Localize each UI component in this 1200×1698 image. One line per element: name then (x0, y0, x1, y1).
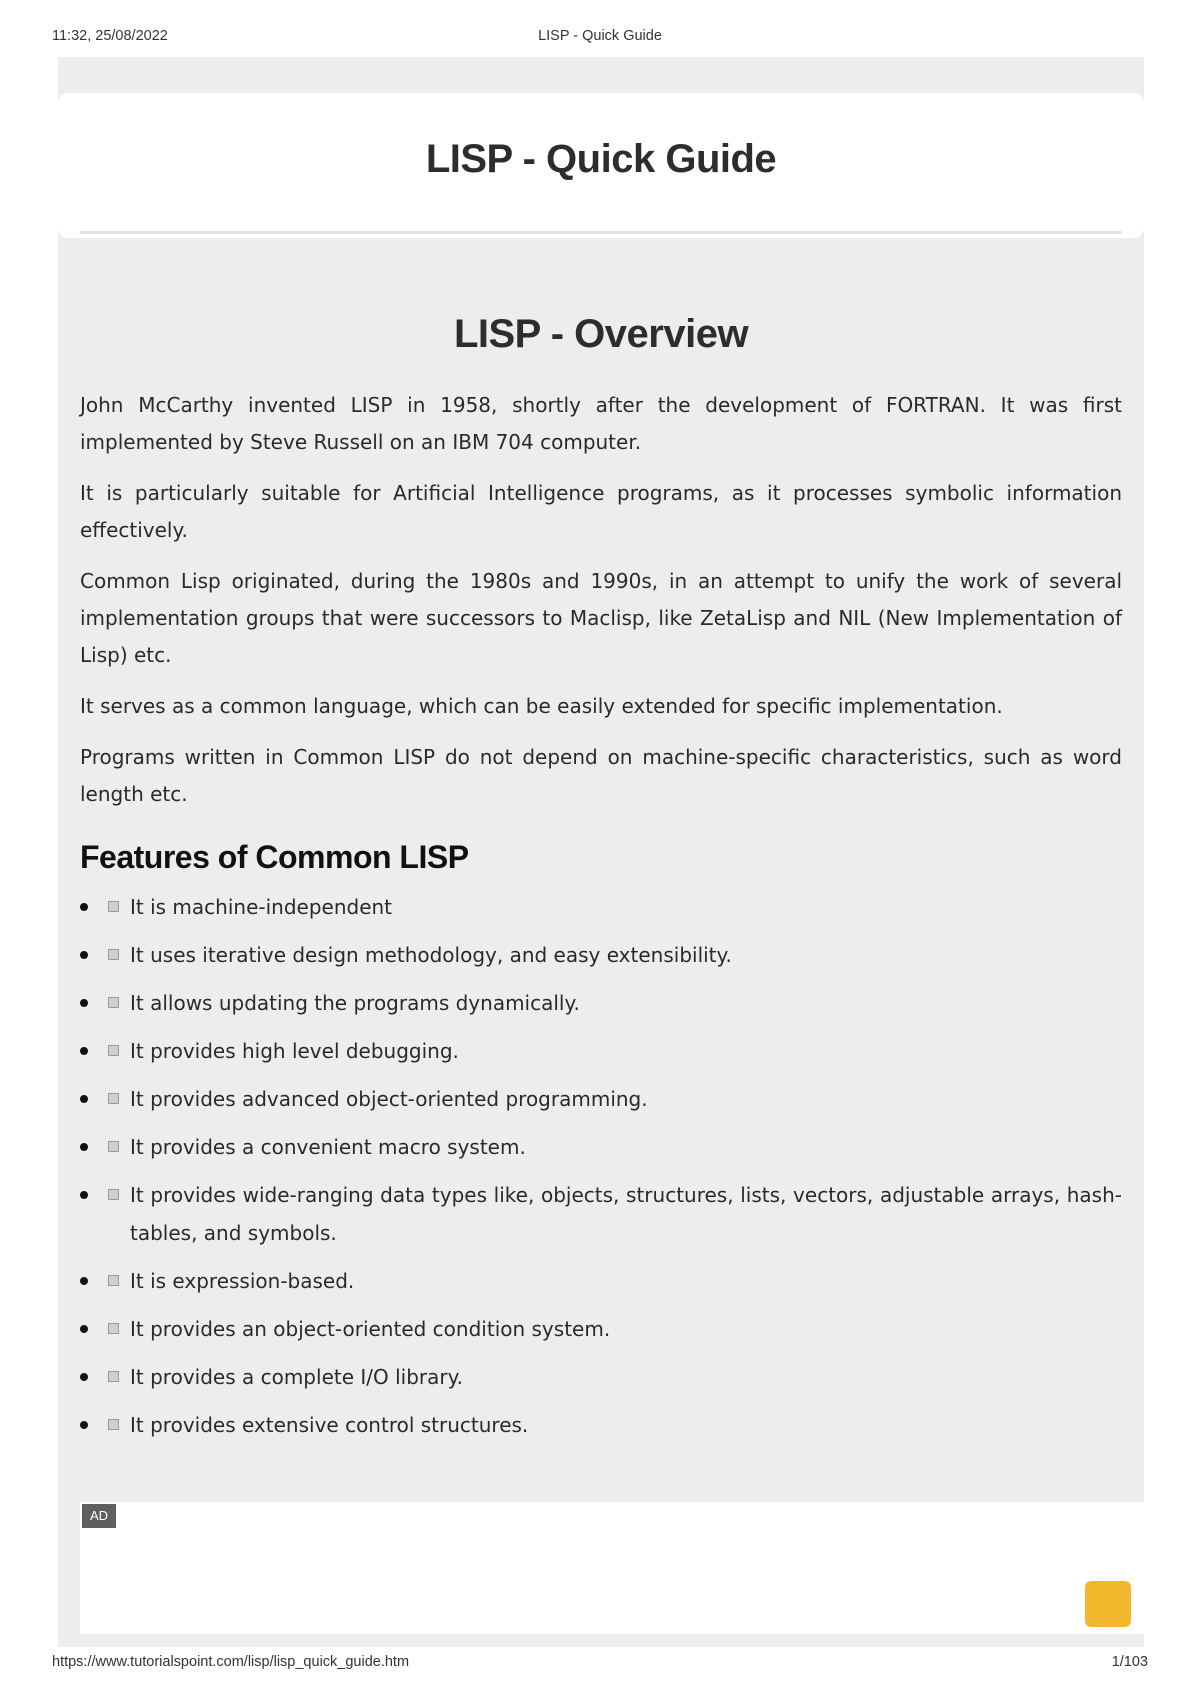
bullet-icon (80, 1047, 88, 1055)
ad-action-button[interactable] (1085, 1581, 1131, 1627)
feature-text: It provides a complete I/O library. (130, 1365, 463, 1389)
list-item (80, 1358, 1122, 1396)
square-bullet-icon (108, 1323, 119, 1334)
feature-text: It is machine-independent (130, 895, 393, 919)
print-doc-title: LISP - Quick Guide (538, 28, 662, 44)
list-item (80, 888, 1122, 926)
page-url[interactable]: https://www.tutorialspoint.com/lisp/lisp_quick_guide.htm (52, 1654, 410, 1670)
square-bullet-icon (108, 1371, 119, 1382)
feature-text: It provides advanced object-oriented programming. (130, 1087, 648, 1111)
main-content (80, 300, 1122, 1454)
feature-text: It provides wide-ranging data types like, objects, structures, lists, vectors, adjustable arrays, hash-tables, and symbols. (130, 1183, 1122, 1245)
page-title: LISP - Quick Guide (425, 137, 777, 181)
ad-container[interactable] (80, 1502, 1144, 1634)
overview-paragraph: Programs written in Common LISP do not depend on machine-specific characteristics, such as word length etc. (80, 745, 1122, 806)
square-bullet-icon (108, 1093, 119, 1104)
feature-text: It allows updating the programs dynamically. (130, 991, 580, 1015)
bullet-icon (80, 1325, 88, 1333)
list-item (80, 984, 1122, 1022)
bullet-icon (80, 1373, 88, 1381)
square-bullet-icon (108, 1419, 119, 1430)
overview-paragraph: It is particularly suitable for Artificial Intelligence programs, as it processes symbolic information effectively. (80, 481, 1122, 542)
features-heading: Features of Common LISP (80, 839, 469, 875)
square-bullet-icon (108, 1189, 119, 1200)
feature-text: It provides extensive control structures. (130, 1413, 529, 1437)
square-bullet-icon (108, 1045, 119, 1056)
list-item (80, 1262, 1122, 1300)
list-item (80, 1406, 1122, 1444)
print-datetime: 11:32, 25/08/2022 (52, 28, 168, 44)
overview-paragraph: Common Lisp originated, during the 1980s and 1990s, in an attempt to unify the work of several implementation groups that were successors to Maclisp, like ZetaLisp and NIL (New Implementation of Lisp) etc. (80, 569, 1122, 667)
features-list (80, 888, 1122, 1444)
overview-paragraph: It serves as a common language, which can be easily extended for specific implementation. (80, 694, 1003, 718)
title-divider (80, 231, 1122, 234)
bullet-icon (80, 951, 88, 959)
feature-text: It is expression-based. (130, 1269, 355, 1293)
overview-heading: LISP - Overview (453, 312, 749, 356)
list-item (80, 1080, 1122, 1118)
square-bullet-icon (108, 901, 119, 912)
list-item (80, 1128, 1122, 1166)
feature-text: It provides a convenient macro system. (130, 1135, 526, 1159)
square-bullet-icon (108, 997, 119, 1008)
square-bullet-icon (108, 1275, 119, 1286)
square-bullet-icon (108, 1141, 119, 1152)
bullet-icon (80, 1277, 88, 1285)
list-item (80, 1176, 1122, 1252)
print-footer (52, 1654, 1148, 1674)
list-item (80, 936, 1122, 974)
ad-badge: AD (82, 1504, 116, 1528)
page-number: 1/103 (1111, 1654, 1148, 1670)
list-item (80, 1310, 1122, 1348)
bullet-icon (80, 1143, 88, 1151)
bullet-icon (80, 1191, 88, 1199)
print-header (52, 28, 1148, 48)
overview-paragraph: John McCarthy invented LISP in 1958, shortly after the development of FORTRAN. It was first implemented by Steve Russell on an IBM 704 computer. (80, 393, 1122, 454)
list-item (80, 1032, 1122, 1070)
feature-text: It uses iterative design methodology, and easy extensibility. (130, 943, 732, 967)
feature-text: It provides high level debugging. (130, 1039, 459, 1063)
bullet-icon (80, 903, 88, 911)
bullet-icon (80, 1095, 88, 1103)
feature-text: It provides an object-oriented condition system. (130, 1317, 611, 1341)
bullet-icon (80, 999, 88, 1007)
bullet-icon (80, 1421, 88, 1429)
title-card (58, 93, 1144, 238)
square-bullet-icon (108, 949, 119, 960)
